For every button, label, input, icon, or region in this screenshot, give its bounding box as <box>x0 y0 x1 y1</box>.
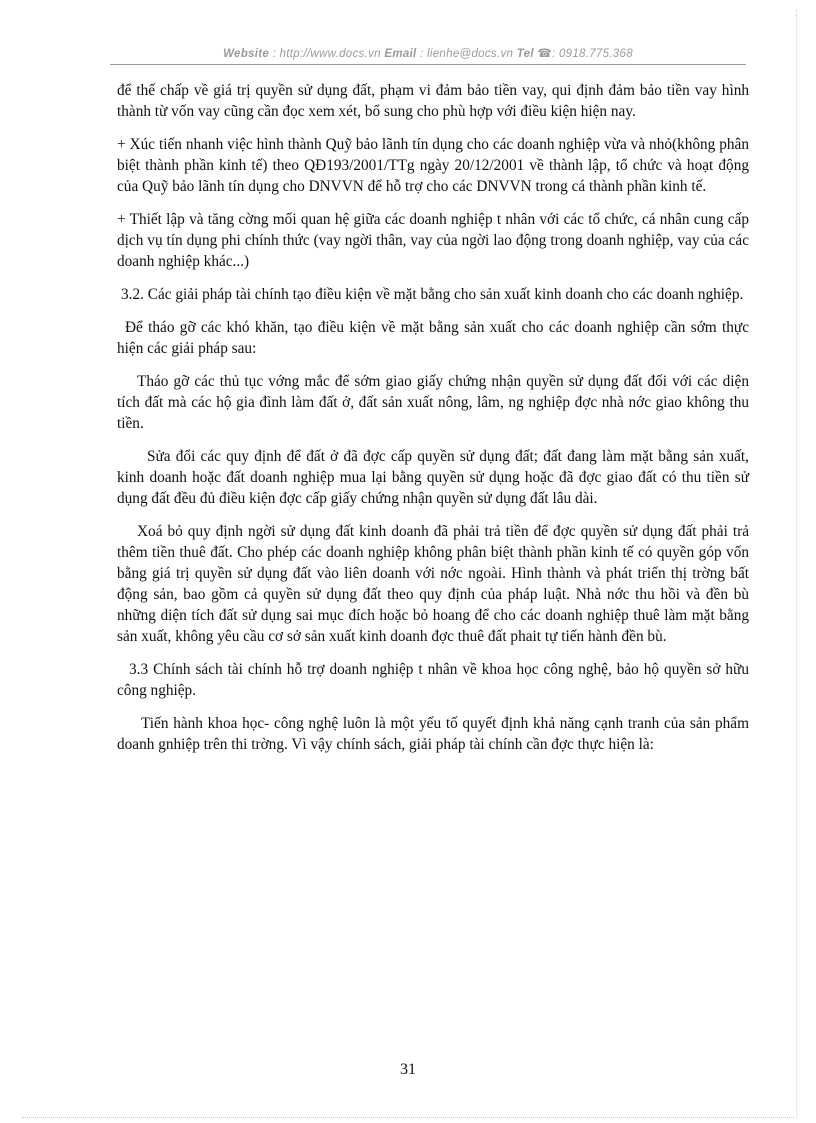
paragraph-informal-credit: + Thiết lập và tăng cờng mối quan hệ giữa các doanh nghiệp t nhân với các tổ chức, cá nhân cung cấp dịch vụ tín dụng phi chính thức (vay ngời thân, vay của ngời lao động trong doanh nghiệp, vay của các doanh nghiệp khác...) <box>117 211 749 270</box>
paragraph-science-technology: Tiến hành khoa học- công nghệ luôn là một yếu tố quyết định khả năng cạnh tranh của sản phẩm doanh gnhiệp trên thi trờng. Vì vậy chính sách, giải pháp tài chính cần đợc thực hiện là: <box>117 715 749 753</box>
paragraph-amend-regulations: Sửa đổi các quy định để đất ở đã đợc cấp quyền sử dụng đất; đất đang làm mặt bằng sản xuất, kinh doanh hoặc đất doanh nghiệp mua lại bằng quyền sử dụng hoặc đã đợc giao đất có thu tiền sử dụng đất đều đủ điều kiện đợc cấp giấy chứng nhận quyền sử dụng đất lâu dài. <box>117 448 749 507</box>
page-right-border <box>796 10 797 1118</box>
paragraph-collateral-continuation: để thế chấp về giá trị quyền sử dụng đất, phạm vi đảm bảo tiền vay, qui định đảm bảo tiền vay hình thành từ vốn vay cũng cần đọc xem xét, bổ sung cho phù hợp với điều kiện hiện nay. <box>117 82 749 120</box>
section-heading-3-2: 3.2. Các giải pháp tài chính tạo điều kiện về mặt bằng cho sản xuất kinh doanh cho các doanh nghiệp. <box>121 286 744 303</box>
website-value: : http://www.docs.vn <box>272 48 381 60</box>
email-label: Email <box>384 48 417 60</box>
tel-label: Tel <box>516 48 534 60</box>
email-value: : lienhe@docs.vn <box>420 48 514 60</box>
page-header <box>110 46 746 60</box>
header-divider <box>110 64 746 65</box>
website-label: Website <box>223 48 270 60</box>
page-number: 31 <box>400 1061 416 1078</box>
paragraph-premises-intro: Để tháo gỡ các khó khăn, tạo điều kiện về mặt bằng sản xuất cho các doanh nghiệp cần sớm thực hiện các giải pháp sau: <box>117 319 749 357</box>
paragraph-abolish-rent: Xoá bỏ quy định ngời sử dụng đất kinh doanh đã phải trả tiền để đợc quyền sử dụng đất phải trả thêm tiền thuê đất. Cho phép các doanh nghiệp không phân biệt thành phần kinh tế có quyền góp vốn bằng giá trị quyền sử dụng đất vào liên doanh với nớc ngoài. Hình thành và phát triển thị trờng bất động sản, bao gồm cả quyền sử dụng đất theo quy định của pháp luật. Nhà nớc thu hồi và đền bù những diện tích đất sử dụng sai mục đích hoặc bỏ hoang để cho các doanh nghiệp thuê làm mặt bằng sản xuất, không yêu cầu cơ sở sản xuất kinh doanh đợc thuê đất phait tự tiến hành đền bù. <box>117 523 749 645</box>
tel-value: ☎: 0918.775.368 <box>537 48 633 60</box>
page-body <box>117 80 749 767</box>
page-bottom-border <box>22 1117 794 1118</box>
section-heading-3-3: 3.3 Chính sách tài chính hỗ trợ doanh nghiệp t nhân về khoa học công nghệ, bảo hộ quyền sở hữu công nghiệp. <box>117 661 749 699</box>
paragraph-land-certificates: Tháo gỡ các thủ tục vớng mắc để sớm giao giấy chứng nhận quyền sử dụng đất đối với các diện tích đất mà các hộ gia đình làm đất ở, đất sản xuất nông, lâm, ng nghiệp đợc nhà nớc giao không thu tiền. <box>117 373 749 432</box>
paragraph-credit-guarantee-fund: + Xúc tiến nhanh việc hình thành Quỹ bảo lãnh tín dụng cho các doanh nghiệp vừa và nhỏ(không phân biệt thành phần kinh tế) theo QĐ193/2001/TTg ngày 20/12/2001 về thành lập, tổ chức và hoạt động của Quỹ bảo lãnh tín dụng cho DNVVN để hỗ trợ cho các DNVVN trong cá thành phần kinh tế. <box>117 136 749 195</box>
